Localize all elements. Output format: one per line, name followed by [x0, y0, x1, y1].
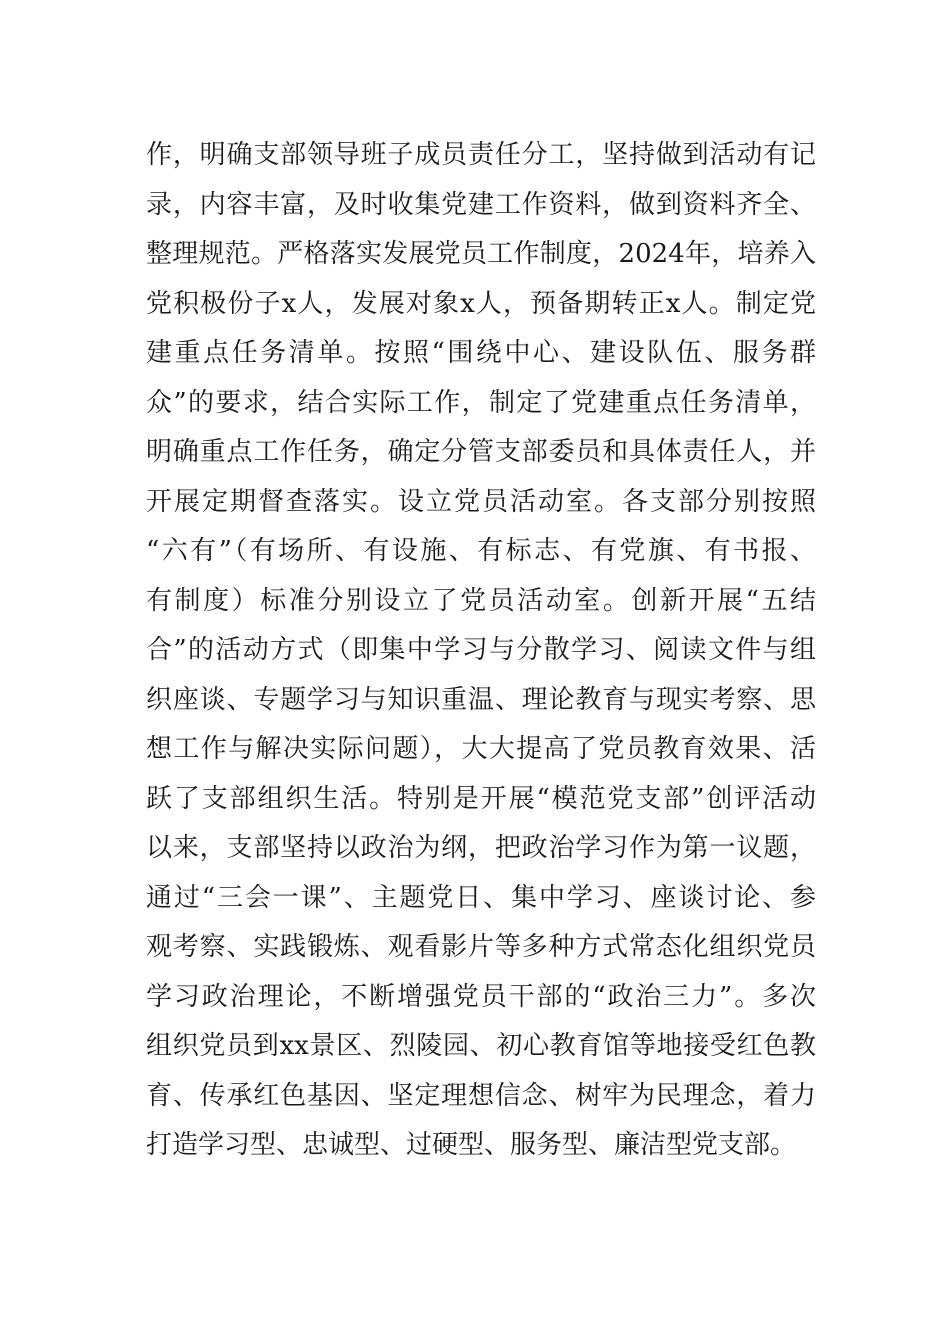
text-line: 录，内容丰富，及时收集党建工作资料，做到资料齐全、 — [146, 189, 816, 220]
text-line: 整理规范。严格落实发展党员工作制度，2024年，培养入 — [146, 239, 816, 269]
text-line: 作，明确支部领导班子成员责任分工，坚持做到活动有记 — [146, 140, 816, 170]
text-line: “六有”（有场所、有设施、有标志、有党旗、有书报、 — [146, 536, 816, 566]
text-line: 组织党员到xx景区、烈陵园、初心教育馆等地接受红色教 — [146, 1031, 816, 1061]
text-line: 众”的要求，结合实际工作，制定了党建重点任务清单， — [146, 387, 816, 418]
text-line: 学习政治理论，不断增强党员干部的“政治三力”。多次 — [146, 981, 816, 1012]
text-line: 观考察、实践锻炼、观看影片等多种方式常态化组织党员 — [146, 932, 816, 962]
text-line: 开展定期督查落实。设立党员活动室。各支部分别按照 — [146, 486, 816, 517]
text-line: 育、传承红色基因、坚定理想信念、树牢为民理念，着力 — [146, 1080, 816, 1111]
text-line: 想工作与解决实际问题），大大提高了党员教育效果、活 — [146, 734, 816, 764]
text-line: 织座谈、专题学习与知识重温、理论教育与现实考察、思 — [146, 684, 816, 715]
text-line: 党积极份子x人，发展对象x人，预备期转正x人。制定党 — [146, 288, 816, 319]
text-line: 跃了支部组织生活。特别是开展“模范党支部”创评活动 — [146, 783, 816, 814]
text-line: 有制度）标准分别设立了党员活动室。创新开展“五结 — [146, 585, 816, 616]
body-paragraph — [146, 131, 816, 1171]
text-line: 打造学习型、忠诚型、过硬型、服务型、廉洁型党支部。 — [146, 1130, 797, 1160]
text-line: 以来，支部坚持以政治为纲，把政治学习作为第一议题， — [146, 833, 816, 863]
text-line: 通过“三会一课”、主题党日、集中学习、座谈讨论、参 — [146, 882, 816, 913]
text-line: 明确重点工作任务，确定分管支部委员和具体责任人，并 — [146, 437, 816, 467]
text-line: 建重点任务清单。按照“围绕中心、建设队伍、服务群 — [146, 338, 816, 368]
text-line: 合”的活动方式（即集中学习与分散学习、阅读文件与组 — [146, 635, 816, 665]
